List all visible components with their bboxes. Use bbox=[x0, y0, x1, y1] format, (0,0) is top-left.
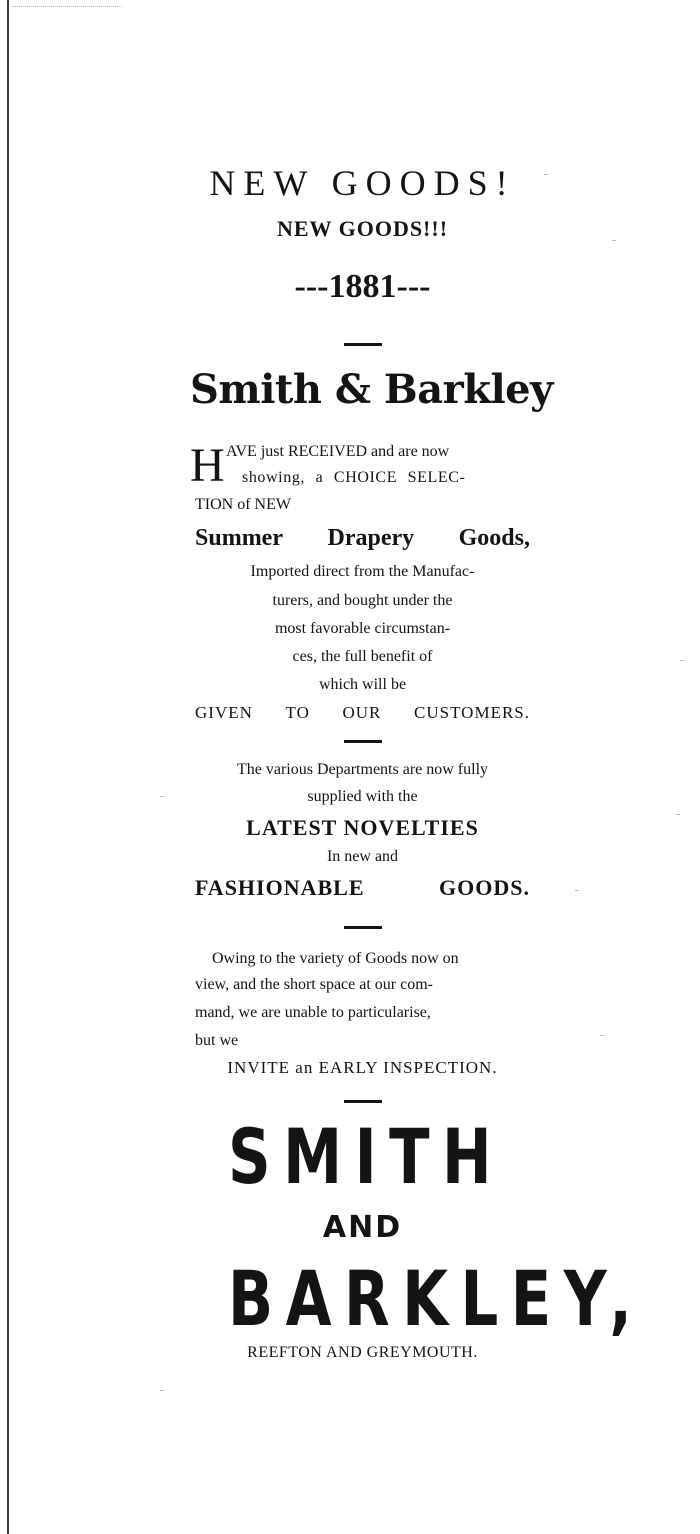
to-word: TO bbox=[285, 703, 310, 722]
goods-word: Goods, bbox=[458, 525, 530, 551]
firm-name: Smith & Barkley bbox=[190, 366, 553, 413]
imported-line1: Imported direct from the Manufac- bbox=[250, 563, 475, 580]
customers-word: CUSTOMERS. bbox=[414, 703, 530, 722]
intro-line2: showing, a CHOICE SELEC- bbox=[242, 469, 466, 486]
goods-word: GOODS. bbox=[439, 875, 530, 900]
departments-line2: supplied with the bbox=[307, 788, 418, 805]
drop-cap: H bbox=[190, 439, 225, 492]
our-word: OUR bbox=[342, 703, 382, 722]
print-speck bbox=[676, 814, 680, 815]
column-rule bbox=[7, 0, 9, 1534]
print-speck bbox=[680, 660, 684, 661]
summer-word: Summer bbox=[195, 525, 283, 551]
given-word: GIVEN bbox=[195, 703, 253, 722]
print-speck bbox=[600, 1035, 604, 1036]
fashionable-word: FASHIONABLE bbox=[195, 875, 365, 900]
divider-rule bbox=[344, 926, 382, 929]
signature-smith: SMITH bbox=[227, 1112, 505, 1201]
signature-and: AND bbox=[322, 1210, 403, 1245]
divider-rule bbox=[344, 1100, 382, 1103]
print-speck bbox=[612, 240, 616, 241]
intro-line3: TION of NEW bbox=[195, 496, 291, 513]
imported-line3: most favorable circumstan- bbox=[274, 620, 451, 637]
owing-line4: but we bbox=[195, 1032, 239, 1049]
departments-line3: In new and bbox=[326, 848, 399, 865]
intro-line1: AVE just RECEIVED and are now bbox=[226, 443, 450, 460]
print-speck bbox=[160, 796, 164, 797]
drapery-word: Drapery bbox=[327, 525, 415, 551]
given-to-customers bbox=[195, 703, 530, 723]
signature-location: REEFTON AND GREYMOUTH. bbox=[247, 1344, 478, 1361]
headline-line2: NEW GOODS!!! bbox=[276, 216, 449, 241]
fashionable-goods bbox=[195, 875, 530, 901]
latest-novelties: LATEST NOVELTIES bbox=[246, 815, 479, 840]
headline-year: ---1881--- bbox=[294, 268, 431, 305]
owing-line3: mand, we are unable to particularise, bbox=[195, 1004, 431, 1021]
divider-rule bbox=[344, 343, 382, 346]
owing-line2: view, and the short space at our com- bbox=[195, 976, 433, 993]
summer-drapery-goods bbox=[195, 525, 530, 552]
signature-barkley: BARKLEY, bbox=[227, 1254, 645, 1343]
invite-inspection: INVITE an EARLY INSPECTION. bbox=[227, 1058, 498, 1077]
imported-line5: which will be bbox=[318, 676, 407, 693]
departments-line1: The various Departments are now fully bbox=[236, 761, 489, 778]
print-smudge bbox=[12, 6, 122, 17]
print-speck bbox=[575, 890, 579, 891]
print-speck bbox=[160, 1390, 164, 1391]
imported-line4: ces, the full benefit of bbox=[292, 648, 433, 665]
headline-line1: NEW GOODS! bbox=[209, 163, 516, 203]
owing-line1: Owing to the variety of Goods now on bbox=[212, 950, 459, 967]
print-speck bbox=[544, 174, 548, 175]
divider-rule bbox=[344, 740, 382, 743]
imported-line2: turers, and bought under the bbox=[272, 592, 453, 609]
